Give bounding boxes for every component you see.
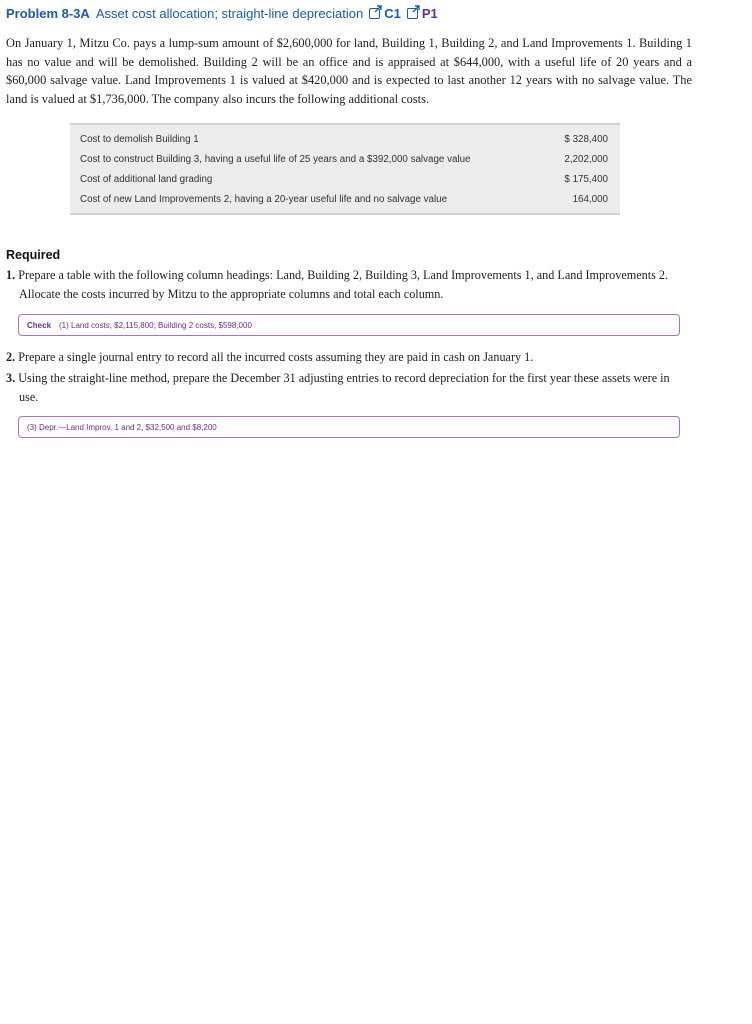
required-item-text: Using the straight-line method, prepare the December 31 adjusting entries to record depreciation for the first year these assets were in (18, 371, 670, 385)
additional-costs-table (70, 123, 620, 215)
check-text: (3) Depr.—Land Improv. 1 and 2, $32,500 and $8,200 (27, 422, 217, 432)
check-text: (1) Land costs, $2,115,800; Building 2 costs, $598,000 (59, 320, 252, 330)
problem-number: Problem 8-3A (6, 5, 90, 21)
check-figure-3 (18, 416, 680, 438)
check-label: Check (27, 320, 52, 330)
required-item-number: 2. (6, 350, 16, 364)
required-item-1 (6, 266, 688, 304)
required-item-text: Prepare a table with the following column headings: Land, Building 2, Building 3, Land Improvements 1, and Land Improvements 2. (18, 268, 669, 282)
cost-amount: 164,000 (572, 193, 608, 205)
cost-row (70, 149, 620, 169)
cost-amount: $ 328,400 (564, 133, 608, 145)
required-item-text-continued: Allocate the costs incurred by Mitzu to the appropriate columns and total each column. (19, 287, 444, 301)
external-link-icon (407, 8, 418, 19)
required-item-2 (6, 348, 688, 367)
problem-title: Asset cost allocation; straight-line depreciation (95, 5, 364, 21)
cost-row (70, 169, 620, 189)
required-item-3 (6, 369, 688, 407)
reference-link-p1[interactable] (407, 6, 438, 21)
problem-intro-text: On January 1, Mitzu Co. pays a lump-sum amount of $2,600,000 for land, Building 1, Building 2, and Land Improvements 1. Building 1 has no value and will be demolished. Building 2 will be an office and is appraised at $644,000, with a useful life of 20 years and a $60,000 salvage value. Land Improvements 1 is valued at $420,000 and is expected to last another 12 years with no salvage value. The land is valued at $1,736,000. The company also incurs the following additional costs. (6, 36, 692, 106)
reference-c1-label: C1 (384, 5, 401, 21)
cost-description: Cost to construct Building 3, having a useful life of 25 years and a $392,000 salvage value (80, 153, 471, 165)
cost-description: Cost of new Land Improvements 2, having a 20-year useful life and no salvage value (80, 193, 448, 205)
required-item-number: 1. (6, 268, 16, 282)
reference-link-c1[interactable] (369, 6, 401, 21)
check-figure-1 (18, 314, 680, 336)
cost-description: Cost of additional land grading (80, 173, 213, 185)
required-item-text-continued: use. (19, 390, 39, 404)
cost-row (70, 189, 620, 209)
external-link-icon (369, 8, 380, 19)
cost-amount: 2,202,000 (564, 153, 608, 165)
reference-p1-label: P1 (421, 5, 438, 21)
cost-description: Cost to demolish Building 1 (80, 133, 199, 145)
cost-row (70, 129, 620, 149)
required-item-number: 3. (6, 371, 16, 385)
required-heading: Required (6, 248, 61, 262)
cost-amount: $ 175,400 (564, 173, 608, 185)
required-item-text: Prepare a single journal entry to record all the incurred costs assuming they are paid in cash on January 1. (18, 350, 534, 364)
problem-header (6, 4, 438, 22)
